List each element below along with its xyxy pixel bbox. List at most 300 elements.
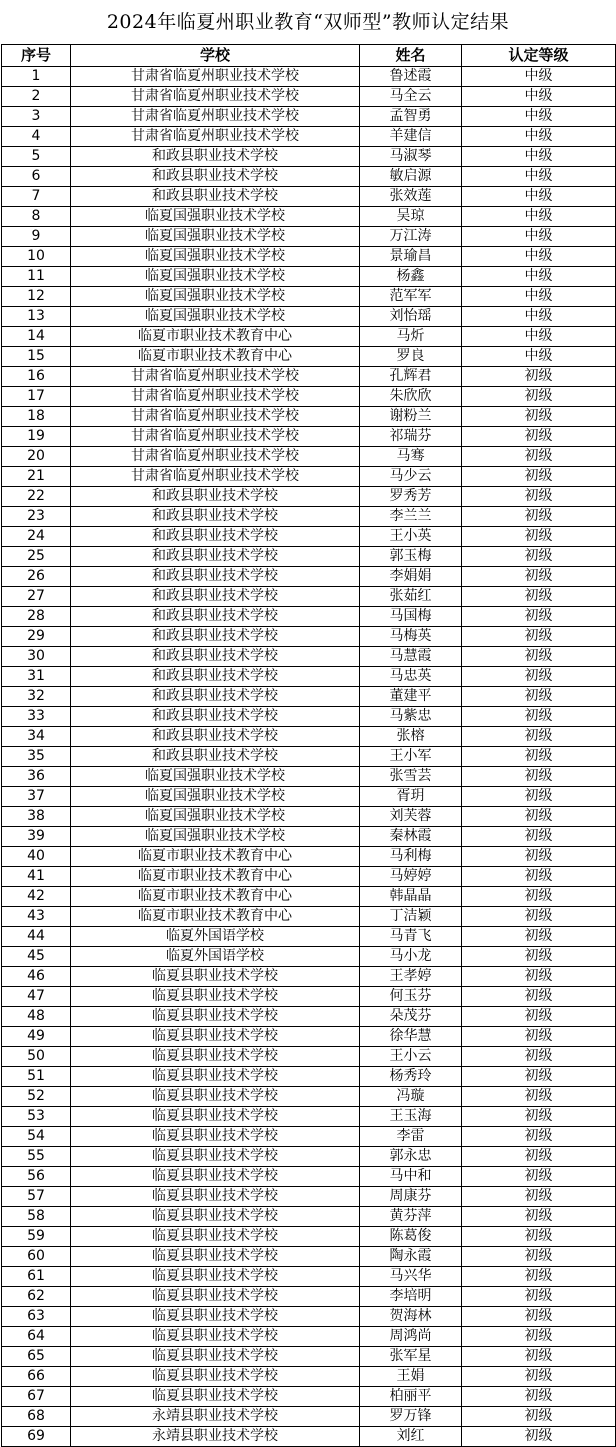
cell-name: 张茹红 [360,587,462,607]
cell-index: 59 [2,1227,71,1247]
cell-name: 郭玉梅 [360,547,462,567]
cell-school: 和政县职业技术学校 [71,727,360,747]
cell-name: 孟智勇 [360,107,462,127]
table-row [2,467,616,487]
cell-index: 67 [2,1387,71,1407]
cell-name: 张军星 [360,1347,462,1367]
cell-level: 初级 [462,1347,616,1367]
cell-school: 临夏国强职业技术学校 [71,787,360,807]
table-row [2,387,616,407]
cell-index: 36 [2,767,71,787]
cell-name: 柏丽平 [360,1387,462,1407]
table-row [2,1307,616,1327]
cell-name: 朵茂芬 [360,1007,462,1027]
table-row [2,707,616,727]
cell-school: 临夏国强职业技术学校 [71,267,360,287]
cell-school: 临夏市职业技术教育中心 [71,907,360,927]
table-row [2,1227,616,1247]
cell-index: 9 [2,227,71,247]
cell-name: 董建平 [360,687,462,707]
cell-name: 周康芬 [360,1187,462,1207]
cell-name: 胥玥 [360,787,462,807]
table-row [2,1167,616,1187]
table-row [2,807,616,827]
cell-index: 2 [2,87,71,107]
table-row [2,347,616,367]
table-row [2,1347,616,1367]
table-row [2,947,616,967]
cell-index: 25 [2,547,71,567]
cell-name: 张雪芸 [360,767,462,787]
cell-level: 中级 [462,67,616,87]
cell-school: 临夏县职业技术学校 [71,1267,360,1287]
table-row [2,587,616,607]
cell-school: 临夏国强职业技术学校 [71,287,360,307]
cell-level: 初级 [462,707,616,727]
cell-level: 初级 [462,487,616,507]
cell-level: 初级 [462,567,616,587]
table-row [2,247,616,267]
cell-level: 初级 [462,387,616,407]
cell-school: 临夏县职业技术学校 [71,1127,360,1147]
cell-index: 5 [2,147,71,167]
cell-level: 初级 [462,587,616,607]
cell-school: 临夏县职业技术学校 [71,1147,360,1167]
cell-school: 和政县职业技术学校 [71,567,360,587]
cell-index: 56 [2,1167,71,1187]
cell-level: 初级 [462,1307,616,1327]
cell-name: 鲁述霞 [360,67,462,87]
cell-name: 何玉芬 [360,987,462,1007]
cell-index: 55 [2,1147,71,1167]
cell-level: 初级 [462,547,616,567]
table-row [2,407,616,427]
cell-index: 63 [2,1307,71,1327]
table-row [2,447,616,467]
cell-school: 临夏县职业技术学校 [71,1307,360,1327]
results-table [1,44,616,1447]
cell-name: 李雷 [360,1127,462,1147]
cell-index: 28 [2,607,71,627]
cell-name: 李培明 [360,1287,462,1307]
cell-level: 初级 [462,527,616,547]
header-name: 姓名 [360,45,462,67]
table-row [2,1147,616,1167]
cell-name: 马全云 [360,87,462,107]
cell-index: 6 [2,167,71,187]
table-row [2,107,616,127]
table-body [2,67,616,1447]
cell-school: 和政县职业技术学校 [71,667,360,687]
cell-school: 永靖县职业技术学校 [71,1407,360,1427]
cell-level: 初级 [462,907,616,927]
cell-name: 刘芙蓉 [360,807,462,827]
cell-level: 初级 [462,607,616,627]
cell-name: 谢粉兰 [360,407,462,427]
cell-index: 10 [2,247,71,267]
table-row [2,1207,616,1227]
cell-name: 万江涛 [360,227,462,247]
cell-index: 35 [2,747,71,767]
cell-name: 马小龙 [360,947,462,967]
cell-level: 初级 [462,787,616,807]
cell-school: 甘肃省临夏州职业技术学校 [71,87,360,107]
table-row [2,1047,616,1067]
cell-index: 39 [2,827,71,847]
cell-school: 临夏市职业技术教育中心 [71,347,360,367]
table-row [2,1327,616,1347]
cell-name: 王小军 [360,747,462,767]
cell-level: 初级 [462,1047,616,1067]
cell-school: 临夏国强职业技术学校 [71,807,360,827]
cell-level: 中级 [462,267,616,287]
cell-name: 朱欣欣 [360,387,462,407]
cell-school: 临夏国强职业技术学校 [71,767,360,787]
cell-school: 临夏国强职业技术学校 [71,247,360,267]
cell-index: 31 [2,667,71,687]
cell-index: 11 [2,267,71,287]
cell-school: 临夏外国语学校 [71,947,360,967]
cell-index: 8 [2,207,71,227]
table-row [2,647,616,667]
table-row [2,1127,616,1147]
table-row [2,1007,616,1027]
cell-name: 陈葛俊 [360,1227,462,1247]
table-row [2,87,616,107]
cell-name: 秦林霞 [360,827,462,847]
cell-name: 韩晶晶 [360,887,462,907]
cell-name: 徐华慧 [360,1027,462,1047]
cell-index: 29 [2,627,71,647]
cell-name: 马紫忠 [360,707,462,727]
header-level: 认定等级 [462,45,616,67]
cell-school: 和政县职业技术学校 [71,627,360,647]
cell-name: 孔辉君 [360,367,462,387]
cell-school: 和政县职业技术学校 [71,147,360,167]
cell-school: 临夏县职业技术学校 [71,1287,360,1307]
table-row [2,747,616,767]
cell-index: 3 [2,107,71,127]
cell-level: 初级 [462,367,616,387]
cell-school: 甘肃省临夏州职业技术学校 [71,107,360,127]
cell-level: 初级 [462,927,616,947]
cell-name: 马梅英 [360,627,462,647]
table-row [2,487,616,507]
cell-index: 38 [2,807,71,827]
cell-level: 初级 [462,1147,616,1167]
header-school: 学校 [71,45,360,67]
cell-school: 临夏国强职业技术学校 [71,827,360,847]
table-row [2,127,616,147]
cell-name: 范军军 [360,287,462,307]
cell-school: 和政县职业技术学校 [71,187,360,207]
cell-index: 24 [2,527,71,547]
cell-name: 李兰兰 [360,507,462,527]
cell-name: 周鸿尚 [360,1327,462,1347]
table-row [2,227,616,247]
cell-index: 41 [2,867,71,887]
table-row [2,147,616,167]
cell-name: 张效莲 [360,187,462,207]
cell-index: 62 [2,1287,71,1307]
table-row [2,867,616,887]
cell-index: 61 [2,1267,71,1287]
cell-name: 王小云 [360,1047,462,1067]
cell-index: 65 [2,1347,71,1367]
cell-name: 王小英 [360,527,462,547]
header-index: 序号 [2,45,71,67]
table-row [2,1027,616,1047]
table-row [2,167,616,187]
cell-school: 临夏市职业技术教育中心 [71,867,360,887]
table-row [2,1067,616,1087]
cell-level: 初级 [462,727,616,747]
cell-school: 和政县职业技术学校 [71,547,360,567]
cell-school: 临夏国强职业技术学校 [71,227,360,247]
table-row [2,847,616,867]
cell-index: 32 [2,687,71,707]
cell-name: 马兴华 [360,1267,462,1287]
table-row [2,1407,616,1427]
cell-school: 临夏国强职业技术学校 [71,207,360,227]
cell-school: 和政县职业技术学校 [71,507,360,527]
cell-name: 罗良 [360,347,462,367]
cell-name: 马炘 [360,327,462,347]
cell-index: 69 [2,1427,71,1447]
cell-index: 16 [2,367,71,387]
cell-school: 临夏县职业技术学校 [71,1247,360,1267]
cell-name: 张榕 [360,727,462,747]
table-row [2,67,616,87]
cell-level: 初级 [462,1167,616,1187]
cell-level: 初级 [462,467,616,487]
table-row [2,1427,616,1447]
cell-index: 19 [2,427,71,447]
cell-level: 初级 [462,447,616,467]
cell-name: 马国梅 [360,607,462,627]
cell-index: 60 [2,1247,71,1267]
cell-level: 中级 [462,127,616,147]
cell-name: 刘红 [360,1427,462,1447]
cell-school: 临夏国强职业技术学校 [71,307,360,327]
cell-school: 临夏县职业技术学校 [71,987,360,1007]
cell-level: 初级 [462,647,616,667]
cell-index: 7 [2,187,71,207]
cell-index: 12 [2,287,71,307]
cell-school: 临夏县职业技术学校 [71,1387,360,1407]
cell-level: 中级 [462,347,616,367]
cell-index: 57 [2,1187,71,1207]
table-row [2,987,616,1007]
cell-index: 47 [2,987,71,1007]
cell-school: 临夏外国语学校 [71,927,360,947]
cell-index: 43 [2,907,71,927]
cell-school: 和政县职业技术学校 [71,747,360,767]
cell-school: 临夏县职业技术学校 [71,1347,360,1367]
cell-index: 27 [2,587,71,607]
cell-index: 42 [2,887,71,907]
table-row [2,567,616,587]
cell-school: 和政县职业技术学校 [71,607,360,627]
table-row [2,207,616,227]
cell-level: 初级 [462,427,616,447]
cell-level: 中级 [462,167,616,187]
table-row [2,627,616,647]
cell-school: 和政县职业技术学校 [71,687,360,707]
cell-level: 初级 [462,667,616,687]
cell-index: 17 [2,387,71,407]
cell-school: 和政县职业技术学校 [71,487,360,507]
cell-school: 临夏县职业技术学校 [71,1187,360,1207]
cell-school: 临夏县职业技术学校 [71,1087,360,1107]
cell-index: 14 [2,327,71,347]
table-row [2,927,616,947]
cell-index: 51 [2,1067,71,1087]
cell-index: 40 [2,847,71,867]
cell-level: 中级 [462,187,616,207]
cell-index: 34 [2,727,71,747]
cell-name: 刘怡瑶 [360,307,462,327]
cell-school: 甘肃省临夏州职业技术学校 [71,427,360,447]
cell-name: 景瑜昌 [360,247,462,267]
cell-level: 中级 [462,227,616,247]
cell-level: 中级 [462,207,616,227]
cell-level: 初级 [462,1267,616,1287]
cell-level: 初级 [462,807,616,827]
cell-level: 初级 [462,747,616,767]
cell-level: 初级 [462,847,616,867]
cell-level: 初级 [462,827,616,847]
table-row [2,427,616,447]
cell-level: 初级 [462,1087,616,1107]
table-row [2,287,616,307]
cell-name: 敏启源 [360,167,462,187]
cell-level: 初级 [462,1327,616,1347]
cell-school: 甘肃省临夏州职业技术学校 [71,467,360,487]
cell-name: 杨秀玲 [360,1067,462,1087]
cell-level: 初级 [462,1387,616,1407]
cell-school: 临夏县职业技术学校 [71,1047,360,1067]
cell-index: 20 [2,447,71,467]
cell-name: 王玉海 [360,1107,462,1127]
cell-school: 永靖县职业技术学校 [71,1427,360,1447]
cell-level: 初级 [462,1427,616,1447]
cell-school: 临夏市职业技术教育中心 [71,327,360,347]
cell-index: 48 [2,1007,71,1027]
table-row [2,1087,616,1107]
table-row [2,527,616,547]
header-row [2,45,616,67]
cell-school: 甘肃省临夏州职业技术学校 [71,447,360,467]
cell-level: 初级 [462,1067,616,1087]
cell-name: 祁瑞芬 [360,427,462,447]
cell-level: 初级 [462,1407,616,1427]
cell-index: 68 [2,1407,71,1427]
cell-name: 冯璇 [360,1087,462,1107]
cell-school: 和政县职业技术学校 [71,647,360,667]
cell-name: 王孝婷 [360,967,462,987]
table-row [2,507,616,527]
cell-level: 中级 [462,327,616,347]
cell-index: 64 [2,1327,71,1347]
table-row [2,187,616,207]
table-row [2,1107,616,1127]
cell-name: 贺海林 [360,1307,462,1327]
cell-level: 中级 [462,307,616,327]
cell-school: 和政县职业技术学校 [71,167,360,187]
cell-level: 初级 [462,507,616,527]
cell-school: 临夏市职业技术教育中心 [71,847,360,867]
cell-index: 26 [2,567,71,587]
cell-name: 马骞 [360,447,462,467]
cell-index: 66 [2,1367,71,1387]
cell-level: 初级 [462,887,616,907]
cell-index: 50 [2,1047,71,1067]
table-row [2,787,616,807]
table-row [2,327,616,347]
table-row [2,907,616,927]
cell-index: 37 [2,787,71,807]
cell-name: 陶永霞 [360,1247,462,1267]
cell-school: 临夏县职业技术学校 [71,1107,360,1127]
cell-index: 52 [2,1087,71,1107]
table-row [2,827,616,847]
cell-level: 中级 [462,287,616,307]
table-row [2,1287,616,1307]
table-row [2,367,616,387]
cell-school: 临夏县职业技术学校 [71,1327,360,1347]
cell-name: 羊建信 [360,127,462,147]
cell-index: 4 [2,127,71,147]
cell-name: 王娟 [360,1367,462,1387]
cell-level: 初级 [462,1367,616,1387]
cell-name: 马利梅 [360,847,462,867]
cell-level: 初级 [462,1287,616,1307]
cell-level: 初级 [462,1127,616,1147]
cell-name: 马慧霞 [360,647,462,667]
cell-index: 44 [2,927,71,947]
table-row [2,1367,616,1387]
cell-name: 马少云 [360,467,462,487]
cell-school: 甘肃省临夏州职业技术学校 [71,367,360,387]
cell-name: 罗万锋 [360,1407,462,1427]
cell-level: 初级 [462,1107,616,1127]
cell-school: 甘肃省临夏州职业技术学校 [71,387,360,407]
table-row [2,767,616,787]
table-row [2,307,616,327]
cell-index: 22 [2,487,71,507]
cell-name: 丁洁颖 [360,907,462,927]
cell-name: 郭永忠 [360,1147,462,1167]
table-row [2,1187,616,1207]
cell-school: 和政县职业技术学校 [71,587,360,607]
cell-level: 中级 [462,247,616,267]
cell-school: 甘肃省临夏州职业技术学校 [71,407,360,427]
table-row [2,687,616,707]
cell-index: 23 [2,507,71,527]
table-row [2,547,616,567]
cell-level: 初级 [462,1027,616,1047]
cell-level: 初级 [462,967,616,987]
cell-name: 杨鑫 [360,267,462,287]
cell-school: 临夏市职业技术教育中心 [71,887,360,907]
cell-school: 临夏县职业技术学校 [71,1067,360,1087]
cell-school: 和政县职业技术学校 [71,527,360,547]
cell-school: 临夏县职业技术学校 [71,1207,360,1227]
cell-school: 临夏县职业技术学校 [71,1007,360,1027]
cell-index: 58 [2,1207,71,1227]
cell-school: 临夏县职业技术学校 [71,1027,360,1047]
